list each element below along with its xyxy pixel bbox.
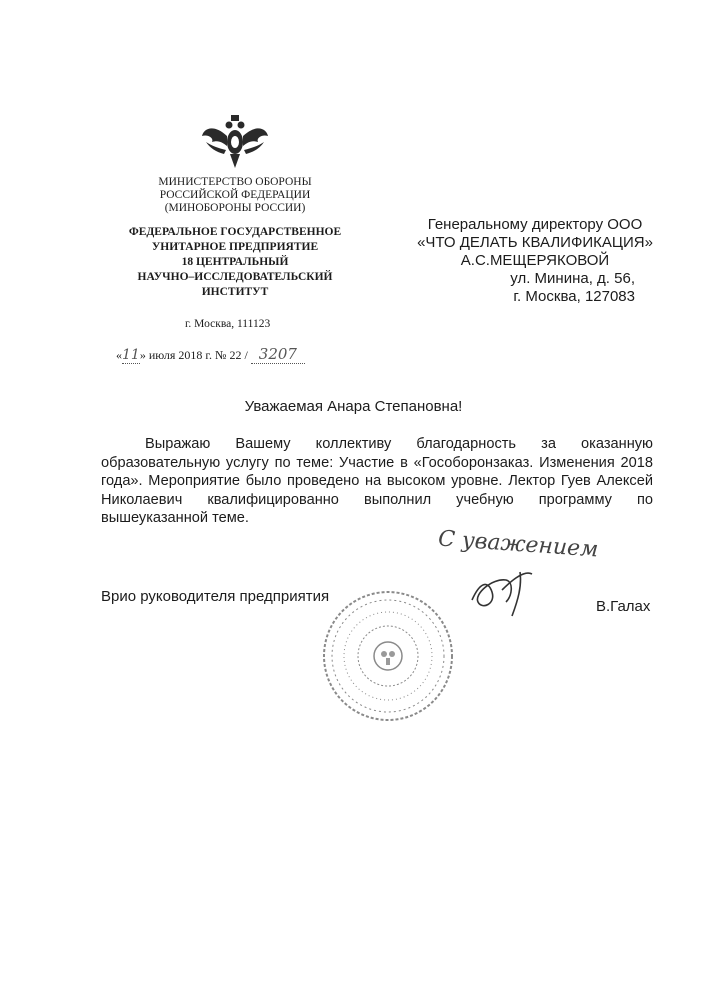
enterprise-line-2: УНИТАРНОЕ ПРЕДПРИЯТИЕ [151, 241, 319, 253]
recipient-line-5: г. Москва, 127083 [513, 288, 635, 305]
enterprise-line-4: НАУЧНО–ИССЛЕДОВАТЕЛЬСКИЙ [137, 271, 333, 283]
signer-title: Врио руководителя предприятия [101, 588, 330, 605]
recipient-line-3: А.С.МЕЩЕРЯКОВОЙ [460, 252, 610, 269]
document-number-handwritten: 3207 [251, 345, 305, 364]
letter-body [101, 435, 653, 528]
letter-body-text: Выражаю Вашему коллективу благодарность за оказанную образовательную услугу по теме: Участие в «Гособоронзаказ. Изменения 2018 года». Мероприятие было проведено на высоком уровне. Лектор Гуев Алексей Николаевич квалифицированно выполнил учебную программу по вышеуказанной теме. [101, 436, 653, 526]
enterprise-line-5: ИНСТИТУТ [201, 286, 269, 298]
sender-city: г. Москва, 111123 [185, 318, 271, 330]
recipient-line-1: Генеральному директору ООО [427, 216, 643, 233]
enterprise-line-3: 18 ЦЕНТРАЛЬНЫЙ [181, 256, 289, 268]
signature [462, 560, 542, 620]
ministry-line-1: МИНИСТЕРСТВО ОБОРОНЫ [158, 176, 312, 188]
coat-of-arms-emblem [200, 112, 270, 170]
recipient-line-4: ул. Минина, д. 56, [510, 270, 635, 287]
date-month-number: » июля 2018 г. № 22 / [139, 348, 248, 362]
ministry-line-3: (МИНОБОРОНЫ РОССИИ) [164, 202, 306, 214]
recipient-line-2: «ЧТО ДЕЛАТЬ КВАЛИФИКАЦИЯ» [417, 234, 653, 251]
enterprise-line-1: ФЕДЕРАЛЬНОЕ ГОСУДАРСТВЕННОЕ [128, 226, 342, 238]
date-open-quote: « [116, 348, 122, 362]
recipient-address [395, 216, 675, 306]
signer-name: В.Галах [596, 598, 651, 615]
outgoing-date-line [116, 345, 305, 363]
ministry-line-2: РОССИЙСКОЙ ФЕДЕРАЦИИ [159, 189, 311, 201]
date-day-handwritten: 11 [122, 347, 140, 363]
salutation: Уважаемая Анара Степановна! [244, 398, 463, 415]
handwritten-closing: С уважением [437, 526, 600, 563]
official-round-stamp [318, 586, 458, 726]
